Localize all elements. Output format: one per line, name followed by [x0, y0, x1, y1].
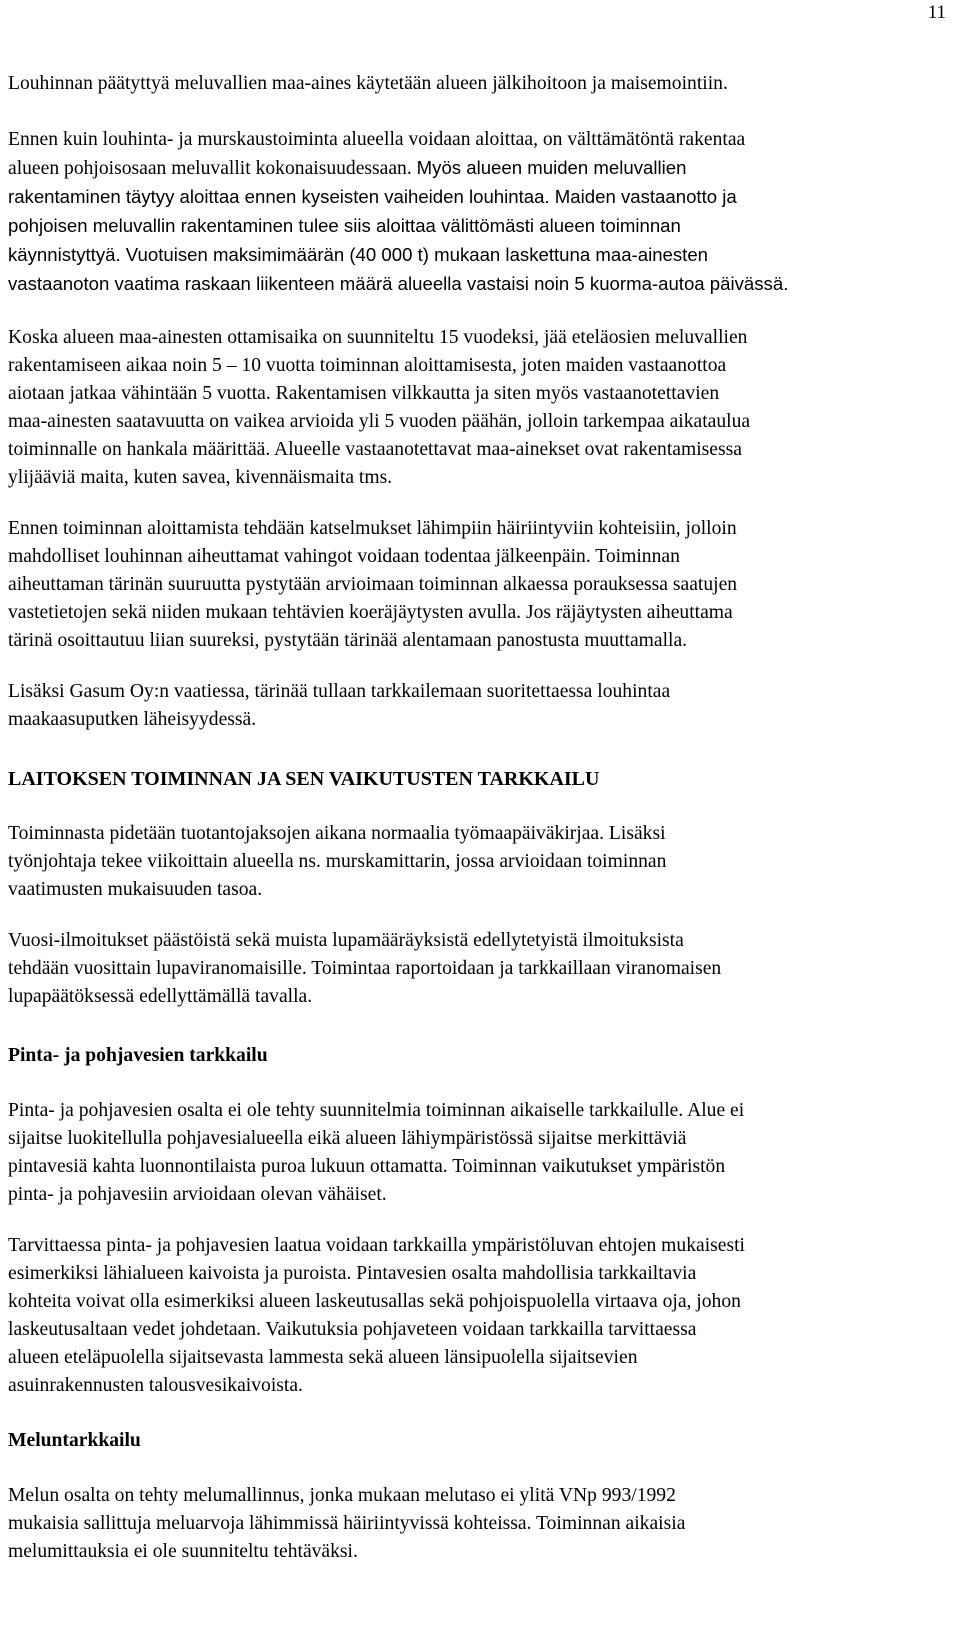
paragraph-noise-walls-sans: Myös alueen muiden meluvallien rakentaminen täytyy aloittaa ennen kyseisten vaiheiden louhintaa. Maiden vastaanotto ja pohjoisen meluvallin rakentaminen tulee siis aloittaa välittömästi alueen toiminnan käynnistyttyä. Vuotuisen maksimimäärän (40 000 t) mukaan laskettuna maa-ainesten vastaanoton vaatima raskaan liikenteen määrä alueella vastaisi noin 5 kuorma-autoa päivässä. — [8, 157, 789, 294]
page-number: 11 — [927, 2, 946, 23]
paragraph-gasum: Lisäksi Gasum Oy:n vaatiessa, tärinää tullaan tarkkailemaan suoritettaessa louhintaa maakaasuputken läheisyydessä. — [8, 681, 671, 730]
paragraph-water-plans: Pinta- ja pohjavesien osalta ei ole tehty suunnitelmia toiminnan aikaiselle tarkkailulle. Alue ei sijaitse luokitellulla pohjavesialueella eikä alueen lähiympäristössä sijaitse merkittäviä pintavesiä kahta luonnontilaista puroa lukuun ottamatta. Toiminnan vaikutukset ympäristön pinta- ja pohjavesiin arvioidaan olevan vähäiset. — [8, 1100, 745, 1205]
paragraph-landscaping: Louhinnan päätyttyä meluvallien maa-aines käytetään alueen jälkihoitoon ja maisemointiin. — [8, 73, 728, 94]
paragraph-extraction-time: Koska alueen maa-ainesten ottamisaika on suunniteltu 15 vuodeksi, jää eteläosien meluvallien rakentamiseen aikaa noin 5 – 10 vuotta toiminnan aloittamisesta, joten maiden vastaanottoa aiotaan jatkaa vähintään 5 vuotta. Rakentamisen vilkkautta ja siten myös vastaanotettavien maa-ainesten saatavuutta on vaikea arvioida yli 5 vuoden päähän, jolloin tarkempaa aikataulua toiminnalle on hankala määrittää. Alueelle vastaanotettavat maa-ainekset ovat rakentamisessa ylijääviä maita, kuten savea, kivennäismaita tms. — [8, 327, 751, 488]
paragraph-noise-walls — [8, 126, 956, 299]
paragraph-worksite-diary: Toiminnasta pidetään tuotantojaksojen aikana normaalia työmaapäiväkirjaa. Lisäksi työnjohtaja tekee viikoittain alueella ns. murskamittarin, jossa arvioidaan toiminnan vaatimusten mukaisuuden tasoa. — [8, 823, 667, 900]
document-body — [8, 70, 956, 1566]
paragraph-noise-model: Melun osalta on tehty melumallinnus, jonka mukaan melutaso ei ylitä VNp 993/1992 mukaisia sallittuja meluarvoja lähimmissä häiriintyvissä kohteissa. Toiminnan aikaisia melumittauksia ei ole suunniteltu tehtäväksi. — [8, 1485, 686, 1562]
subheading-noise-monitoring: Meluntarkkailu — [8, 1430, 141, 1451]
section-heading-monitoring: LAITOKSEN TOIMINNAN JA SEN VAIKUTUSTEN TARKKAILU — [8, 768, 600, 790]
paragraph-water-quality: Tarvittaessa pinta- ja pohjavesien laatua voidaan tarkkailla ympäristöluvan ehtojen mukaisesti esimerkiksi lähialueen kaivoista ja puroista. Pintavesien osalta mahdollisia tarkkailtavia kohteita voivat olla esimerkiksi alueen laskeutusallas sekä pohjoispuolella virtaava oja, johon laskeutusaltaan vedet johdetaan. Vaikutuksia pohjaveteen voidaan tarkkailla tarvittaessa alueen eteläpuolella sijaitsevasta lammesta sekä alueen länsipuolella sijaitsevien asuinrakennusten talousvesikaivoista. — [8, 1235, 745, 1396]
paragraph-noise-walls-serif: Ennen kuin louhinta- ja murskaustoiminta alueella voidaan aloittaa, on välttämätöntä rakentaa alueen pohjoisosaan meluvallit kokonaisuudessaan. — [8, 129, 746, 179]
subheading-water-monitoring: Pinta- ja pohjavesien tarkkailu — [8, 1045, 268, 1066]
paragraph-inspections: Ennen toiminnan aloittamista tehdään katselmukset lähimpiin häiriintyviin kohteisiin, jolloin mahdolliset louhinnan aiheuttamat vahingot voidaan todentaa jälkeenpäin. Toiminnan aiheuttaman tärinän suuruutta pystytään arvioimaan toiminnan alkaessa porauksessa saatujen vastetietojen sekä niiden mukaan tehtävien koeräjäytysten avulla. Jos räjäytysten aiheuttama tärinä osoittautuu liian suureksi, pystytään tärinää alentamaan panostusta muuttamalla. — [8, 518, 738, 651]
paragraph-annual-reports: Vuosi-ilmoitukset päästöistä sekä muista lupamääräyksistä edellytetyistä ilmoituksista tehdään vuosittain lupaviranomaisille. Toimintaa raportoidaan ja tarkkaillaan viranomaisen lupapäätöksessä edellyttämällä tavalla. — [8, 930, 722, 1007]
